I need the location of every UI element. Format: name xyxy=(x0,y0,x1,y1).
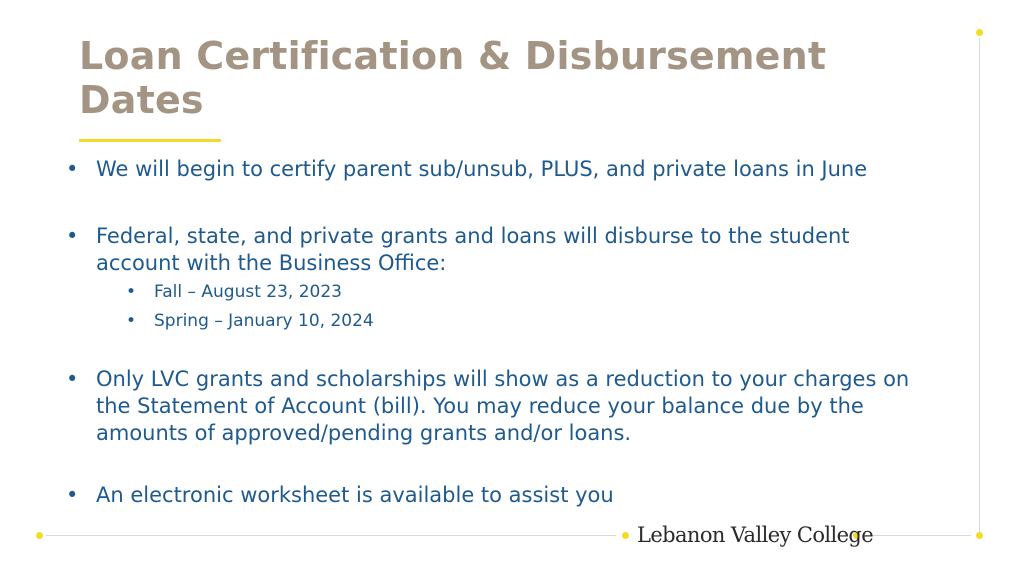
bullet-text: Federal, state, and private grants and loans will disburse to the student account with the Business Office: xyxy=(96,224,850,275)
frame-line-bottom-left xyxy=(46,535,616,536)
frame-dot-top-right xyxy=(976,29,983,36)
frame-line-right xyxy=(979,38,980,535)
frame-line-bottom-right xyxy=(866,535,971,536)
sub-bullet-text: Fall – August 23, 2023 xyxy=(154,282,342,302)
frame-dot-bottom-left xyxy=(36,532,43,539)
logo-dot-left xyxy=(622,532,629,539)
bullet-text: An electronic worksheet is available to assist you xyxy=(96,483,614,507)
bullet-dot: • xyxy=(66,224,79,248)
bullet-dot: • xyxy=(126,311,137,331)
sub-bullet-text: Spring – January 10, 2024 xyxy=(154,311,374,331)
bullet-text: We will begin to certify parent sub/unsub, PLUS, and private loans in June xyxy=(96,157,868,181)
bullet-dot: • xyxy=(66,483,79,507)
bullet-text: Only LVC grants and scholarships will show as a reduction to your charges on the Statement of Account (bill). You may reduce your balance due by the amounts of approved/pending grants and/or loans. xyxy=(96,367,910,445)
bullet-dot: • xyxy=(66,367,79,391)
slide-title: Loan Certification & Disbursement Dates xyxy=(79,34,827,122)
frame-dot-bottom-right xyxy=(976,532,983,539)
title-underline xyxy=(79,139,221,142)
college-logo: Lebanon Valley College xyxy=(637,523,874,547)
bullet-dot: • xyxy=(126,282,137,302)
bullet-dot: • xyxy=(66,157,79,181)
